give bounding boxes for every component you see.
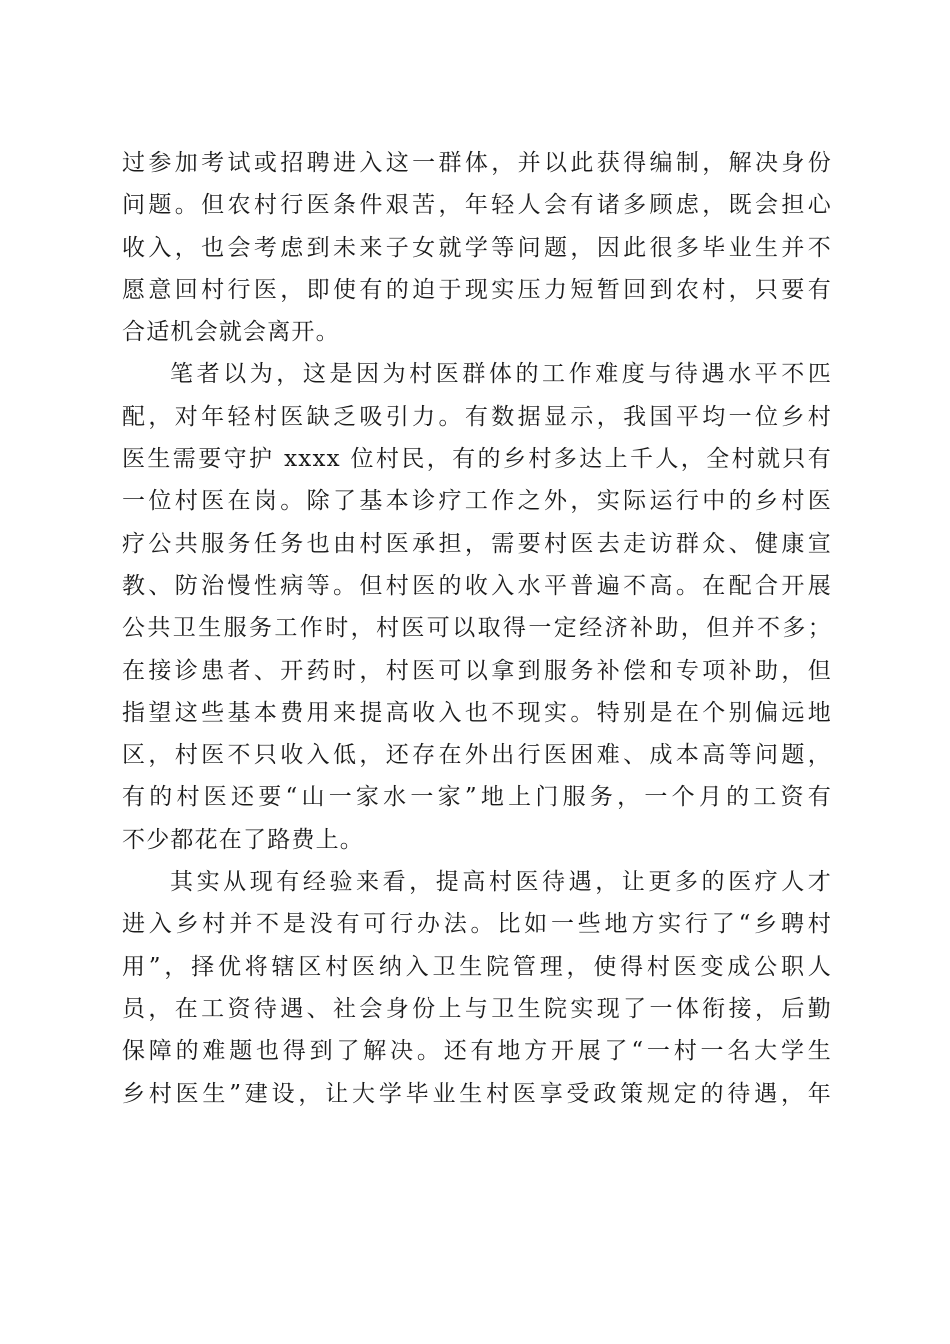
text-line: 疗公共服务任务也由村医承担，需要村医去走访群众、健康宣 (122, 530, 832, 557)
text-line: 乡村医生”建设，让大学毕业生村医享受政策规定的待遇，年 (122, 1080, 832, 1107)
text-line: 指望这些基本费用来提高收入也不现实。特别是在个别偏远地 (122, 699, 832, 726)
document-body (122, 142, 832, 1115)
text-line: 过参加考试或招聘进入这一群体，并以此获得编制，解决身份 (122, 150, 832, 176)
text-line: 其实从现有经验来看，提高村医待遇，让更多的医疗人才 (170, 869, 832, 896)
text-line: 一位村医在岗。除了基本诊疗工作之外，实际运行中的乡村医 (122, 488, 832, 515)
paragraph-1 (122, 142, 832, 353)
text-line: 愿意回村行医，即使有的迫于现实压力短暂回到农村，只要有 (122, 276, 832, 303)
text-line: 进入乡村并不是没有可行办法。比如一些地方实行了“乡聘村 (122, 911, 832, 938)
paragraph-2 (122, 353, 832, 861)
paragraph-3 (122, 861, 832, 1115)
text-line: 区，村医不只收入低，还存在外出行医困难、成本高等问题， (122, 742, 832, 769)
text-line: 公共卫生服务工作时，村医可以取得一定经济补助，但并不多； (122, 615, 832, 642)
text-line: 问题。但农村行医条件艰苦，年轻人会有诸多顾虑，既会担心 (122, 192, 832, 219)
text-line: 员，在工资待遇、社会身份上与卫生院实现了一体衔接，后勤 (122, 995, 832, 1022)
text-line: 配，对年轻村医缺乏吸引力。有数据显示，我国平均一位乡村 (122, 403, 832, 430)
text-line: 用”，择优将辖区村医纳入卫生院管理，使得村医变成公职人 (122, 953, 832, 980)
text-line: 教、防治慢性病等。但村医的收入水平普遍不高。在配合开展 (122, 572, 832, 599)
text-line: 收入，也会考虑到未来子女就学等问题，因此很多毕业生并不 (122, 234, 832, 261)
text-line: 在接诊患者、开药时，村医可以拿到服务补偿和专项补助，但 (122, 657, 832, 684)
text-line: 合适机会就会离开。 (122, 319, 340, 346)
text-line: 有的村医还要“山一家水一家”地上门服务，一个月的工资有 (122, 784, 832, 811)
text-line: 笔者以为，这是因为村医群体的工作难度与待遇水平不匹 (170, 361, 832, 388)
text-line: 不少都花在了路费上。 (122, 826, 364, 853)
text-line: 保障的难题也得到了解决。还有地方开展了“一村一名大学生 (122, 1038, 832, 1065)
text-line: 医生需要守护 xxxx 位村民，有的乡村多达上千人，全村就只有 (122, 446, 832, 473)
